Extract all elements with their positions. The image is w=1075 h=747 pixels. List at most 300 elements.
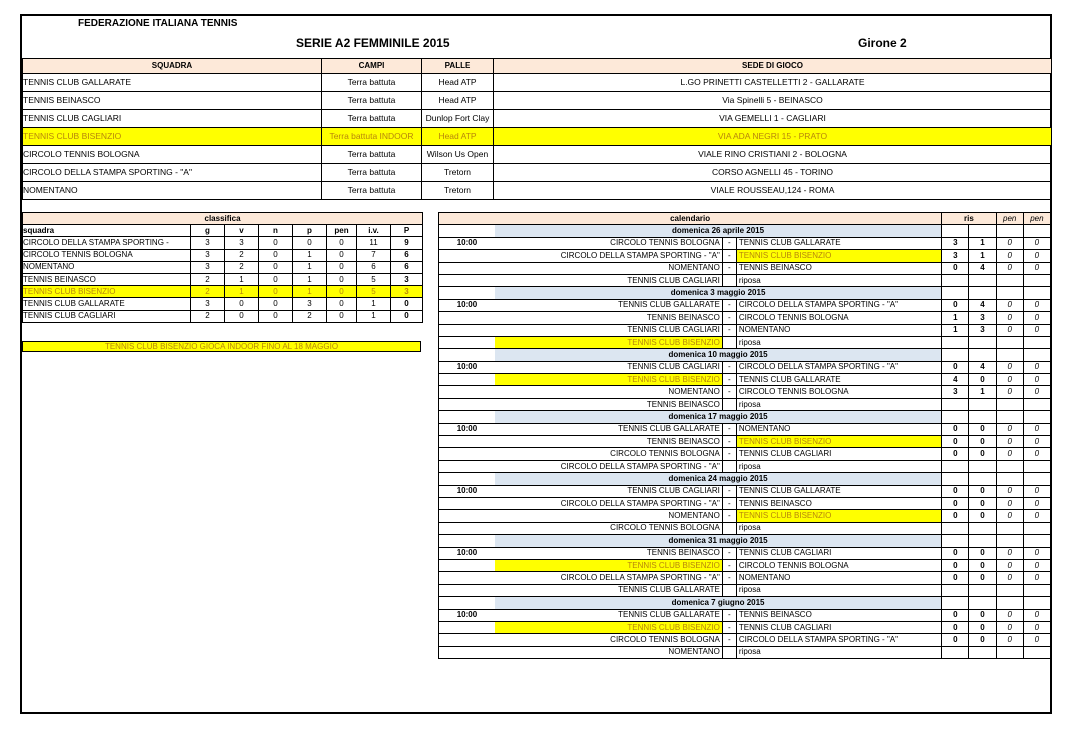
home-score: 0 xyxy=(942,448,969,460)
home-penalty: 0 xyxy=(996,250,1023,262)
match-time xyxy=(439,522,495,534)
header-campi: CAMPI xyxy=(322,59,422,74)
match-row xyxy=(439,374,1051,386)
away-team: CIRCOLO TENNIS BOLOGNA xyxy=(736,386,941,398)
away-team: riposa xyxy=(736,398,941,410)
home-penalty: 0 xyxy=(996,634,1023,646)
away-score: 1 xyxy=(969,250,996,262)
team-name-cell: TENNIS CLUB CAGLIARI xyxy=(23,110,322,128)
match-row xyxy=(439,497,1051,509)
team-row xyxy=(23,182,1052,200)
group-label: Girone 2 xyxy=(858,36,907,50)
standings-cell-v: 0 xyxy=(225,298,259,310)
match-separator xyxy=(722,336,736,348)
standings-cell-p: 0 xyxy=(391,298,423,310)
home-team-name: CIRCOLO DELLA STAMPA SPORTING - "A" xyxy=(560,250,720,260)
home-score: 0 xyxy=(942,634,969,646)
match-time xyxy=(439,634,495,646)
home-score: 3 xyxy=(942,237,969,249)
match-separator: - xyxy=(722,237,736,249)
match-day-row xyxy=(439,535,1051,547)
home-penalty: 0 xyxy=(996,361,1023,373)
away-penalty xyxy=(1023,336,1050,348)
home-penalty: 0 xyxy=(996,324,1023,336)
date-score-cell xyxy=(942,411,969,423)
away-penalty: 0 xyxy=(1023,312,1050,324)
away-team: TENNIS CLUB GALLARATE xyxy=(736,374,941,386)
home-team-name: TENNIS CLUB CAGLIARI xyxy=(627,362,720,372)
match-row xyxy=(439,609,1051,621)
date-score-cell xyxy=(996,473,1023,485)
standings-cell-squadra: TENNIS CLUB GALLARATE xyxy=(23,298,191,310)
home-score: 0 xyxy=(942,262,969,274)
home-score: 0 xyxy=(942,559,969,571)
home-team-name: TENNIS BEINASCO xyxy=(646,399,720,409)
standings-cell-iv: 6 xyxy=(357,261,391,273)
away-penalty: 0 xyxy=(1023,262,1050,274)
away-penalty: 0 xyxy=(1023,361,1050,373)
date-left-cell xyxy=(439,349,495,361)
home-team-name: TENNIS CLUB CAGLIARI xyxy=(627,325,720,335)
standings-cell-pen: 0 xyxy=(327,249,357,261)
match-separator: - xyxy=(722,250,736,262)
match-separator: - xyxy=(722,485,736,497)
standings-cell-n: 0 xyxy=(259,310,293,322)
team-row xyxy=(23,146,1052,164)
match-row xyxy=(439,572,1051,584)
home-team-name: TENNIS CLUB BISENZIO xyxy=(627,337,720,347)
match-row xyxy=(439,522,1051,534)
court-cell: Terra battuta xyxy=(322,110,422,128)
home-team xyxy=(495,361,722,373)
team-name-cell: CIRCOLO TENNIS BOLOGNA xyxy=(23,146,322,164)
away-score: 0 xyxy=(969,436,996,448)
home-team xyxy=(495,312,722,324)
standings-cell-g: 2 xyxy=(191,273,225,285)
match-row xyxy=(439,336,1051,348)
away-penalty: 0 xyxy=(1023,634,1050,646)
match-separator: - xyxy=(722,324,736,336)
match-separator: - xyxy=(722,361,736,373)
home-penalty: 0 xyxy=(996,237,1023,249)
match-separator xyxy=(722,274,736,286)
away-penalty: 0 xyxy=(1023,448,1050,460)
home-team xyxy=(495,522,722,534)
match-day-row xyxy=(439,411,1051,423)
match-time xyxy=(439,386,495,398)
away-score: 0 xyxy=(969,559,996,571)
standings-cell-p: 6 xyxy=(391,261,423,273)
away-score: 0 xyxy=(969,547,996,559)
home-team xyxy=(495,336,722,348)
standings-cell-iv: 5 xyxy=(357,286,391,298)
away-score: 0 xyxy=(969,374,996,386)
home-team-name: CIRCOLO TENNIS BOLOGNA xyxy=(610,238,720,248)
match-date: domenica 10 maggio 2015 xyxy=(495,349,942,361)
away-penalty: 0 xyxy=(1023,324,1050,336)
home-team-name: TENNIS CLUB BISENZIO xyxy=(627,560,720,570)
date-score-cell xyxy=(1023,411,1050,423)
match-row xyxy=(439,460,1051,472)
match-separator: - xyxy=(722,386,736,398)
match-time xyxy=(439,559,495,571)
date-left-cell xyxy=(439,411,495,423)
away-penalty: 0 xyxy=(1023,250,1050,262)
team-row xyxy=(23,74,1052,92)
standings-cell-pen: 0 xyxy=(327,310,357,322)
court-cell: Terra battuta xyxy=(322,182,422,200)
home-team xyxy=(495,250,722,262)
match-time xyxy=(439,312,495,324)
home-team-name: CIRCOLO TENNIS BOLOGNA xyxy=(610,634,720,644)
away-penalty xyxy=(1023,398,1050,410)
balls-cell: Head ATP xyxy=(422,92,494,110)
away-team: TENNIS CLUB BISENZIO xyxy=(736,436,941,448)
away-penalty: 0 xyxy=(1023,436,1050,448)
date-score-cell xyxy=(996,349,1023,361)
date-score-cell xyxy=(996,225,1023,237)
match-date: domenica 31 maggio 2015 xyxy=(495,535,942,547)
away-penalty: 0 xyxy=(1023,609,1050,621)
match-separator: - xyxy=(722,312,736,324)
pen-header-1: pen xyxy=(996,213,1023,225)
match-row xyxy=(439,621,1051,633)
venue-cell: VIALE ROUSSEAU,124 - ROMA xyxy=(494,182,1052,200)
away-penalty xyxy=(1023,522,1050,534)
date-score-cell xyxy=(1023,287,1050,299)
match-separator xyxy=(722,460,736,472)
home-team xyxy=(495,584,722,596)
match-separator: - xyxy=(722,436,736,448)
match-date: domenica 7 giugno 2015 xyxy=(495,597,942,609)
home-score: 0 xyxy=(942,510,969,522)
home-penalty xyxy=(996,522,1023,534)
standings-title-row xyxy=(23,213,423,225)
date-score-cell xyxy=(969,225,996,237)
match-separator: - xyxy=(722,559,736,571)
standings-cell-v: 2 xyxy=(225,249,259,261)
standings-cell-n: 0 xyxy=(259,298,293,310)
col-n: n xyxy=(259,225,293,237)
standings-cell-n: 0 xyxy=(259,273,293,285)
col-g: g xyxy=(191,225,225,237)
court-cell: Terra battuta INDOOR xyxy=(322,128,422,146)
home-team-name: TENNIS BEINASCO xyxy=(646,548,720,558)
standings-cell-iv: 7 xyxy=(357,249,391,261)
home-score: 0 xyxy=(942,361,969,373)
home-score xyxy=(942,398,969,410)
home-score: 1 xyxy=(942,312,969,324)
match-row xyxy=(439,274,1051,286)
home-team-name: TENNIS CLUB GALLARATE xyxy=(618,300,720,310)
away-score: 0 xyxy=(969,448,996,460)
home-penalty xyxy=(996,460,1023,472)
match-time xyxy=(439,324,495,336)
standings-cell-n: 0 xyxy=(259,261,293,273)
standings-cell-g: 3 xyxy=(191,261,225,273)
match-time xyxy=(439,436,495,448)
court-cell: Terra battuta xyxy=(322,146,422,164)
team-row xyxy=(23,164,1052,182)
standings-cell-pen: 0 xyxy=(327,237,357,249)
home-team-name: CIRCOLO DELLA STAMPA SPORTING - "A" xyxy=(560,498,720,508)
date-score-cell xyxy=(996,535,1023,547)
home-penalty: 0 xyxy=(996,547,1023,559)
standings-cell-squadra: NOMENTANO xyxy=(23,261,191,273)
away-score xyxy=(969,274,996,286)
date-score-cell xyxy=(1023,349,1050,361)
home-score xyxy=(942,336,969,348)
match-row xyxy=(439,398,1051,410)
date-score-cell xyxy=(996,287,1023,299)
home-score: 0 xyxy=(942,485,969,497)
away-team: TENNIS CLUB CAGLIARI xyxy=(736,547,941,559)
away-score: 4 xyxy=(969,262,996,274)
home-team xyxy=(495,510,722,522)
standings-cell-v: 1 xyxy=(225,286,259,298)
team-name-cell: NOMENTANO xyxy=(23,182,322,200)
calendar-title: calendario xyxy=(439,213,942,225)
standings-row xyxy=(23,249,423,261)
teams-header-row xyxy=(23,59,1052,74)
date-left-cell xyxy=(439,597,495,609)
home-score xyxy=(942,274,969,286)
home-penalty: 0 xyxy=(996,572,1023,584)
home-score: 4 xyxy=(942,374,969,386)
standings-cell-p: 6 xyxy=(391,249,423,261)
home-team xyxy=(495,262,722,274)
standings-cell-squadra: TENNIS CLUB BISENZIO xyxy=(23,286,191,298)
home-team xyxy=(495,274,722,286)
match-time xyxy=(439,460,495,472)
col-p: p xyxy=(293,225,327,237)
balls-cell: Wilson Us Open xyxy=(422,146,494,164)
away-team: TENNIS BEINASCO xyxy=(736,497,941,509)
federation-title: FEDERAZIONE ITALIANA TENNIS xyxy=(78,18,238,29)
team-name-cell: TENNIS CLUB GALLARATE xyxy=(23,74,322,92)
match-row xyxy=(439,547,1051,559)
away-score: 4 xyxy=(969,299,996,311)
standings-cell-iv: 1 xyxy=(357,310,391,322)
match-time xyxy=(439,646,495,658)
standings-cell-n: 0 xyxy=(259,237,293,249)
standings-table xyxy=(22,212,423,323)
date-score-cell xyxy=(942,473,969,485)
match-row xyxy=(439,584,1051,596)
home-team-name: TENNIS CLUB GALLARATE xyxy=(618,424,720,434)
away-team: TENNIS BEINASCO xyxy=(736,609,941,621)
date-score-cell xyxy=(942,349,969,361)
standings-row xyxy=(23,273,423,285)
home-score: 0 xyxy=(942,547,969,559)
team-name-cell: CIRCOLO DELLA STAMPA SPORTING - "A" xyxy=(23,164,322,182)
away-score xyxy=(969,336,996,348)
home-team xyxy=(495,572,722,584)
standings-cell-p: 3 xyxy=(391,273,423,285)
match-row xyxy=(439,386,1051,398)
standings-title: classifica xyxy=(23,213,423,225)
venue-cell: CORSO AGNELLI 45 - TORINO xyxy=(494,164,1052,182)
home-team xyxy=(495,374,722,386)
match-separator: - xyxy=(722,497,736,509)
away-score: 3 xyxy=(969,312,996,324)
standings-cell-pen: 0 xyxy=(327,298,357,310)
team-row xyxy=(23,128,1052,146)
date-score-cell xyxy=(1023,473,1050,485)
home-team xyxy=(495,398,722,410)
team-row xyxy=(23,110,1052,128)
home-score: 1 xyxy=(942,324,969,336)
home-penalty: 0 xyxy=(996,386,1023,398)
pen-header-2: pen xyxy=(1023,213,1050,225)
away-score: 0 xyxy=(969,485,996,497)
away-score xyxy=(969,584,996,596)
standings-cell-v: 1 xyxy=(225,273,259,285)
col-iv: i.v. xyxy=(357,225,391,237)
standings-cell-squadra: CIRCOLO DELLA STAMPA SPORTING - xyxy=(23,237,191,249)
date-score-cell xyxy=(969,349,996,361)
away-penalty: 0 xyxy=(1023,497,1050,509)
date-score-cell xyxy=(969,473,996,485)
home-team xyxy=(495,609,722,621)
away-penalty xyxy=(1023,274,1050,286)
match-time xyxy=(439,274,495,286)
away-score: 0 xyxy=(969,572,996,584)
away-team: NOMENTANO xyxy=(736,324,941,336)
match-time xyxy=(439,374,495,386)
match-separator: - xyxy=(722,621,736,633)
match-time xyxy=(439,262,495,274)
match-time xyxy=(439,250,495,262)
home-score xyxy=(942,522,969,534)
home-penalty: 0 xyxy=(996,510,1023,522)
standings-cell-p: 1 xyxy=(293,273,327,285)
away-penalty: 0 xyxy=(1023,423,1050,435)
standings-cell-v: 0 xyxy=(225,310,259,322)
away-score: 0 xyxy=(969,634,996,646)
standings-cell-squadra: TENNIS BEINASCO xyxy=(23,273,191,285)
home-team xyxy=(495,497,722,509)
home-team-name: TENNIS BEINASCO xyxy=(646,312,720,322)
away-score: 3 xyxy=(969,324,996,336)
match-row xyxy=(439,485,1051,497)
venue-cell: Via Spinelli 5 - BEINASCO xyxy=(494,92,1052,110)
ris-header: ris xyxy=(942,213,996,225)
match-separator: - xyxy=(722,423,736,435)
standings-cell-iv: 1 xyxy=(357,298,391,310)
date-left-cell xyxy=(439,473,495,485)
court-cell: Terra battuta xyxy=(322,92,422,110)
date-score-cell xyxy=(969,597,996,609)
match-time: 10:00 xyxy=(439,485,495,497)
col-v: v xyxy=(225,225,259,237)
away-penalty: 0 xyxy=(1023,374,1050,386)
home-score: 0 xyxy=(942,609,969,621)
home-penalty: 0 xyxy=(996,485,1023,497)
date-score-cell xyxy=(1023,535,1050,547)
away-penalty: 0 xyxy=(1023,547,1050,559)
date-score-cell xyxy=(996,597,1023,609)
home-team-name: TENNIS CLUB GALLARATE xyxy=(618,585,720,595)
home-score: 0 xyxy=(942,572,969,584)
match-separator xyxy=(722,398,736,410)
home-penalty: 0 xyxy=(996,559,1023,571)
header-squadra: SQUADRA xyxy=(23,59,322,74)
date-score-cell xyxy=(942,225,969,237)
away-score xyxy=(969,646,996,658)
venue-cell: L.GO PRINETTI CASTELLETTI 2 - GALLARATE xyxy=(494,74,1052,92)
match-row xyxy=(439,423,1051,435)
home-team xyxy=(495,423,722,435)
home-score: 0 xyxy=(942,436,969,448)
match-separator: - xyxy=(722,262,736,274)
away-score: 0 xyxy=(969,621,996,633)
away-score xyxy=(969,398,996,410)
home-team-name: TENNIS CLUB CAGLIARI xyxy=(627,275,720,285)
away-team: CIRCOLO TENNIS BOLOGNA xyxy=(736,559,941,571)
date-score-cell xyxy=(969,411,996,423)
match-row xyxy=(439,559,1051,571)
match-day-row xyxy=(439,349,1051,361)
away-team: TENNIS CLUB CAGLIARI xyxy=(736,448,941,460)
home-team xyxy=(495,559,722,571)
match-separator: - xyxy=(722,609,736,621)
date-score-cell xyxy=(1023,597,1050,609)
date-score-cell xyxy=(996,411,1023,423)
away-team: TENNIS CLUB BISENZIO xyxy=(736,510,941,522)
col-pen: pen xyxy=(327,225,357,237)
balls-cell: Head ATP xyxy=(422,128,494,146)
match-separator: - xyxy=(722,510,736,522)
header-palle: PALLE xyxy=(422,59,494,74)
home-penalty: 0 xyxy=(996,448,1023,460)
match-time: 10:00 xyxy=(439,547,495,559)
court-cell: Terra battuta xyxy=(322,74,422,92)
home-team-name: CIRCOLO TENNIS BOLOGNA xyxy=(610,523,720,533)
standings-cell-g: 2 xyxy=(191,286,225,298)
match-separator xyxy=(722,646,736,658)
away-team: riposa xyxy=(736,460,941,472)
home-score: 3 xyxy=(942,250,969,262)
standings-cell-v: 2 xyxy=(225,261,259,273)
col-points: P xyxy=(391,225,423,237)
home-score: 3 xyxy=(942,386,969,398)
match-row xyxy=(439,436,1051,448)
home-team xyxy=(495,237,722,249)
away-score: 0 xyxy=(969,423,996,435)
standings-cell-n: 0 xyxy=(259,249,293,261)
home-score xyxy=(942,646,969,658)
away-score: 1 xyxy=(969,237,996,249)
away-penalty: 0 xyxy=(1023,485,1050,497)
match-separator xyxy=(722,522,736,534)
standings-cell-squadra: CIRCOLO TENNIS BOLOGNA xyxy=(23,249,191,261)
standings-cell-p: 0 xyxy=(391,310,423,322)
away-penalty xyxy=(1023,460,1050,472)
home-penalty xyxy=(996,398,1023,410)
away-team: riposa xyxy=(736,336,941,348)
away-score xyxy=(969,460,996,472)
match-time xyxy=(439,497,495,509)
home-penalty: 0 xyxy=(996,262,1023,274)
date-score-cell xyxy=(942,597,969,609)
match-time xyxy=(439,336,495,348)
match-row xyxy=(439,634,1051,646)
date-score-cell xyxy=(1023,225,1050,237)
home-team-name: NOMENTANO xyxy=(668,263,720,273)
away-penalty: 0 xyxy=(1023,237,1050,249)
date-score-cell xyxy=(969,535,996,547)
